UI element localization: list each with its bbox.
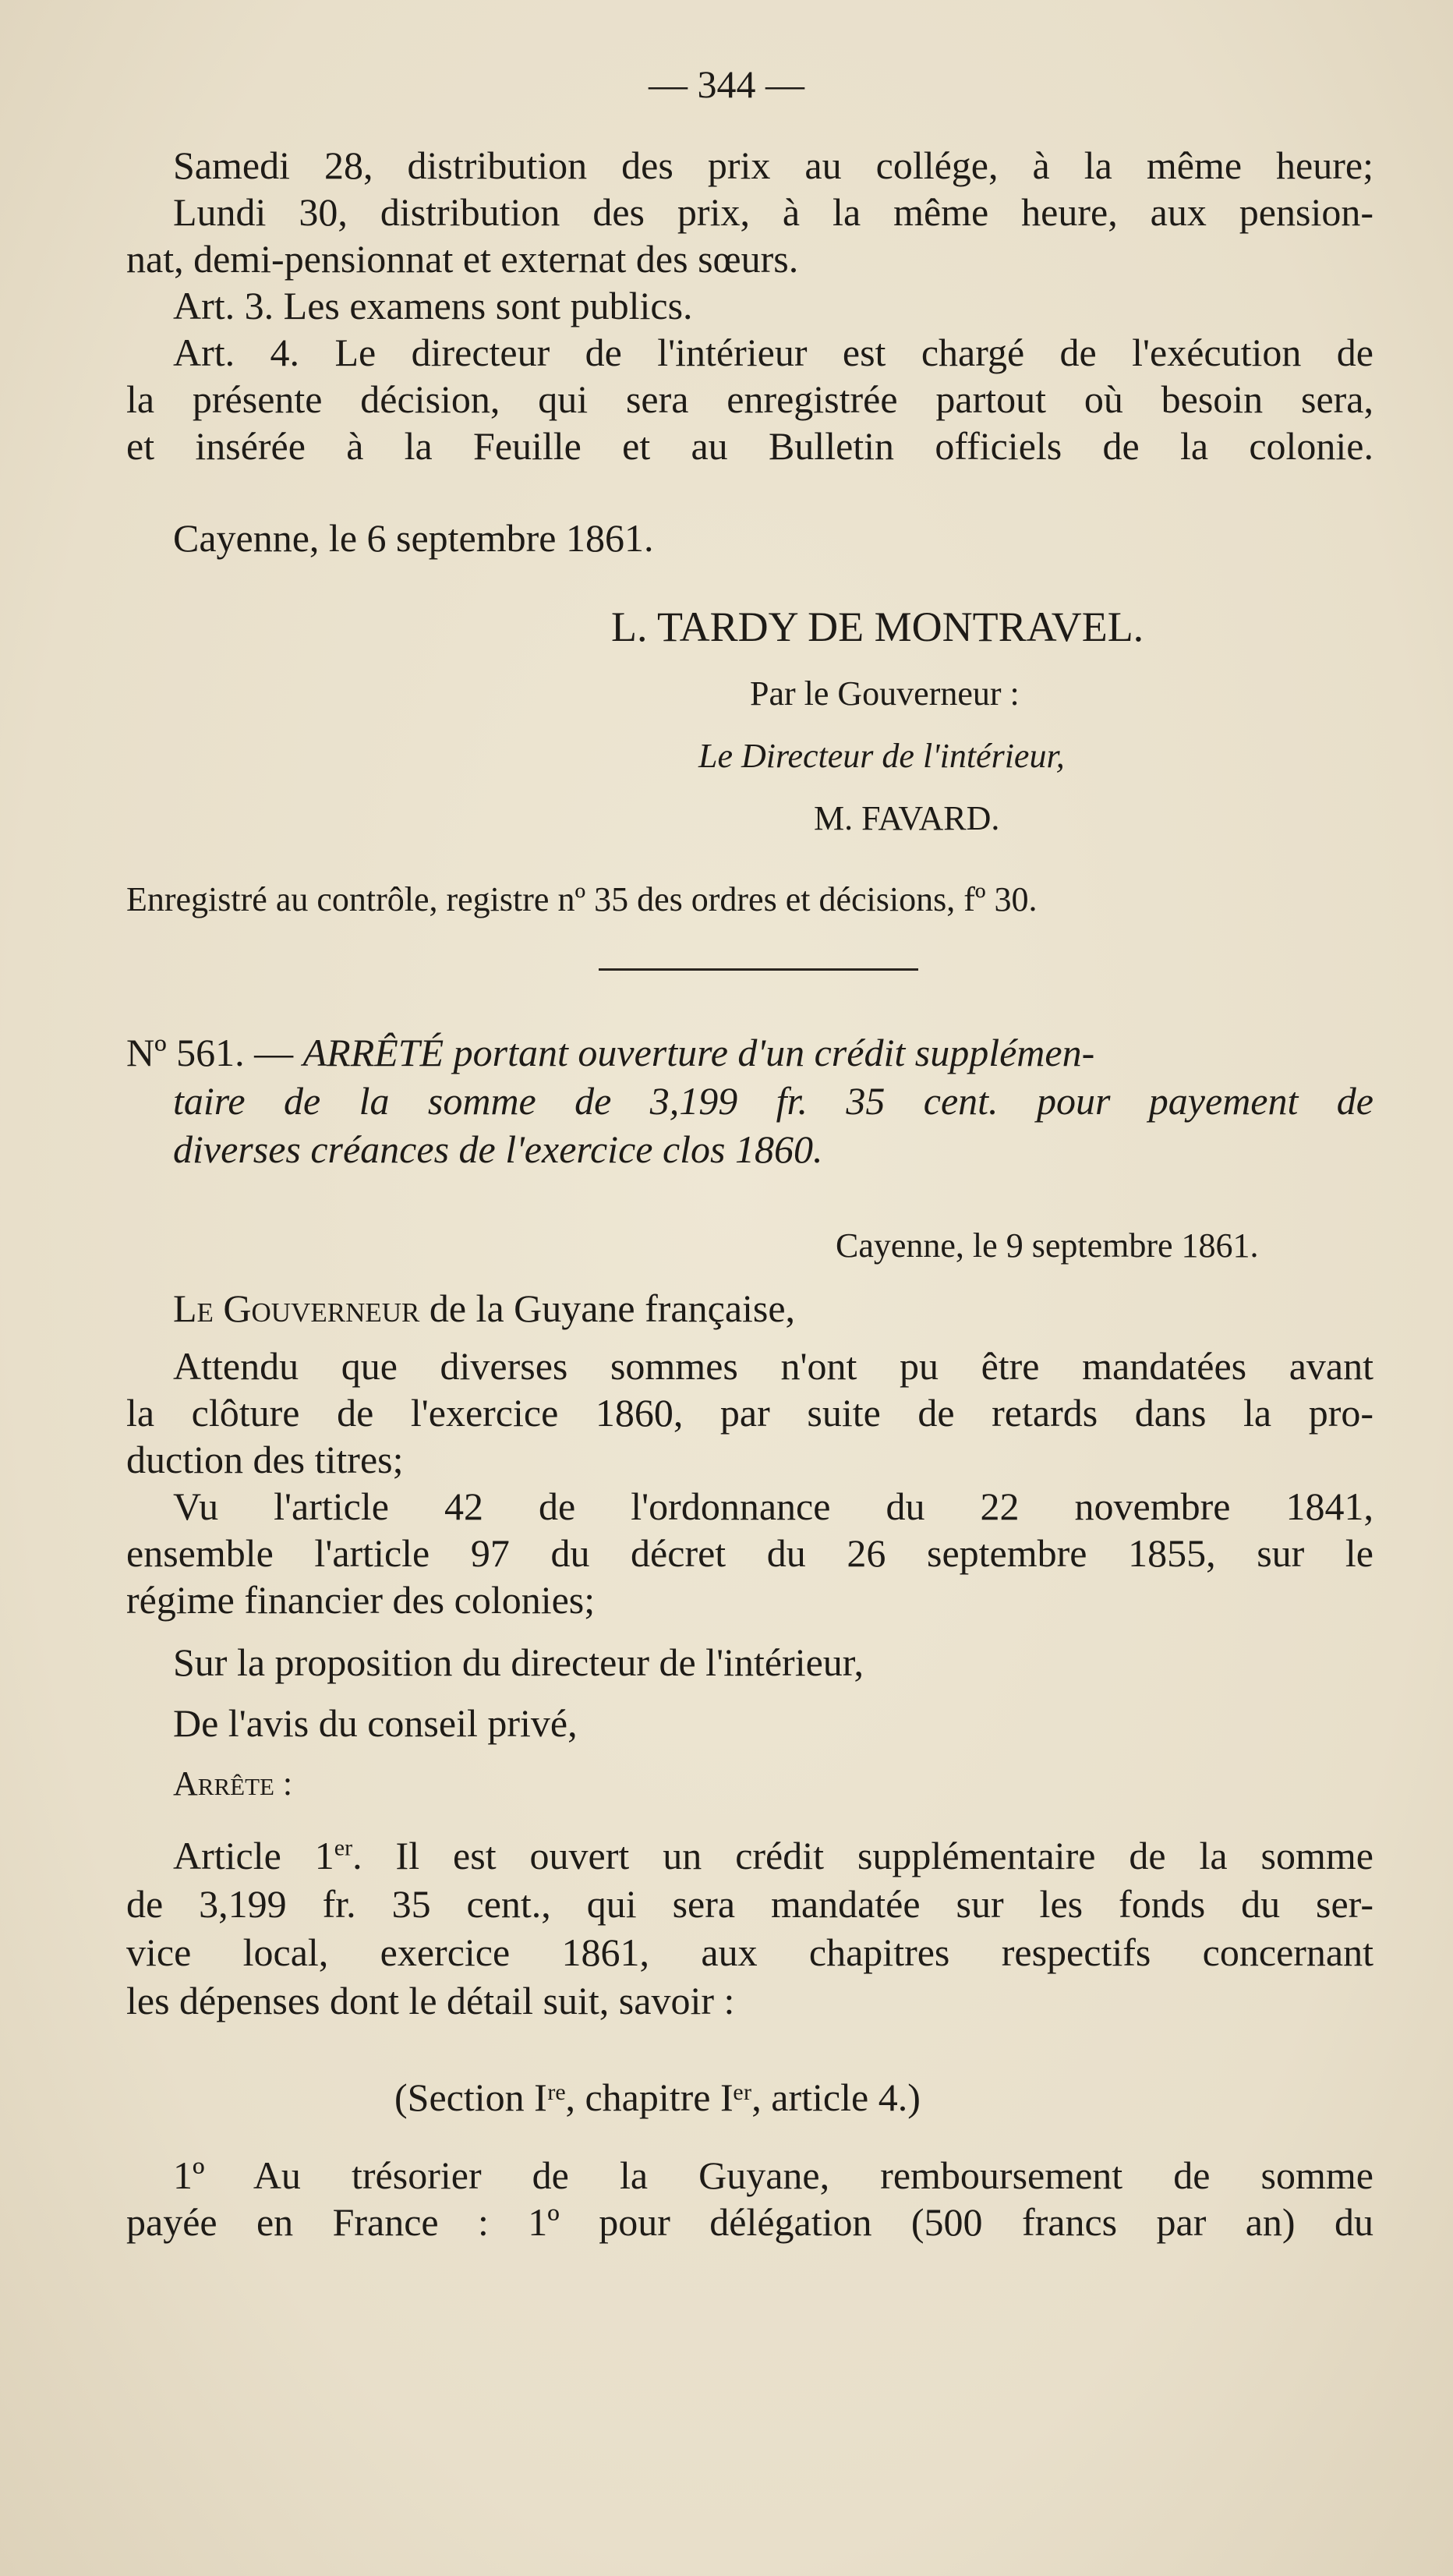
governor-label: Le Gouverneur: [173, 1286, 420, 1330]
page-number: — 344 —: [649, 62, 804, 106]
article-line: [173, 1832, 1373, 1879]
decree-title-text: ARRÊTÉ portant ouverture d'un crédit supplémen-: [302, 1031, 1095, 1074]
decree-date: Cayenne, le 9 septembre 1861.: [836, 1226, 1259, 1265]
text-line: Lundi 30, distribution des prix, à la même heure, aux pension-: [173, 190, 1373, 234]
text-line: Art. 3. Les examens sont publics.: [173, 284, 693, 327]
article-number: Article 1: [173, 1834, 334, 1877]
text-line: et insérée à la Feuille et au Bulletin officiels de la colonie.: [126, 424, 1373, 468]
section-divider: [599, 968, 918, 971]
governor-line: [173, 1285, 1373, 1332]
text-line: 1º Au trésorier de la Guyane, remboursement de somme: [173, 2153, 1373, 2197]
text-line: Samedi 28, distribution des prix au collége, à la même heure;: [173, 143, 1373, 187]
text-line: Sur la proposition du directeur de l'intérieur,: [173, 1640, 864, 1684]
text-line: la présente décision, qui sera enregistrée partout où besoin sera,: [126, 377, 1373, 421]
text-line: Art. 4. Le directeur de l'intérieur est chargé de l'exécution de: [173, 331, 1373, 374]
governor-text: de la Guyane française,: [419, 1286, 796, 1330]
decree-number: Nº 561. —: [126, 1031, 294, 1074]
director-title: Le Directeur de l'intérieur,: [698, 737, 1065, 775]
article-superscript: er: [334, 1835, 353, 1861]
signature: L. TARDY DE MONTRAVEL.: [611, 603, 1144, 650]
text-line: ensemble l'article 97 du décret du 26 septembre 1855, sur le: [126, 1531, 1373, 1575]
text-line: duction des titres;: [126, 1438, 404, 1481]
text-line: régime financier des colonies;: [126, 1578, 596, 1622]
text-line: de 3,199 fr. 35 cent., qui sera mandatée sur les fonds du ser-: [126, 1882, 1373, 1926]
decree-title-line: taire de la somme de 3,199 fr. 35 cent. pour payement de: [173, 1079, 1373, 1123]
text-line: De l'avis du conseil privé,: [173, 1701, 578, 1745]
decree-title-line: [126, 1029, 1373, 1076]
date-place: Cayenne, le 6 septembre 1861.: [173, 516, 654, 560]
registration-note: Enregistré au contrôle, registre nº 35 des ordres et décisions, fº 30.: [126, 880, 1038, 918]
text-line: Vu l'article 42 de l'ordonnance du 22 novembre 1841,: [173, 1484, 1373, 1528]
section-heading: (Section Iʳᵉ, chapitre Iᵉʳ, article 4.): [394, 2075, 921, 2119]
text-line: payée en France : 1º pour délégation (500 francs par an) du: [126, 2200, 1373, 2244]
text-line: les dépenses dont le détail suit, savoir :: [126, 1979, 735, 2022]
arrete-heading: Arrête :: [173, 1764, 293, 1803]
by-governor: Par le Gouverneur :: [750, 674, 1020, 713]
director-name: M. FAVARD.: [814, 799, 1000, 837]
text-line: nat, demi-pensionnat et externat des sœurs.: [126, 237, 799, 281]
article-text: . Il est ouvert un crédit supplémentaire de la somme: [352, 1834, 1373, 1877]
text-line: la clôture de l'exercice 1860, par suite de retards dans la pro-: [126, 1391, 1373, 1435]
text-line: vice local, exercice 1861, aux chapitres respectifs concernant: [126, 1930, 1373, 1974]
decree-title-line: diverses créances de l'exercice clos 1860.: [173, 1127, 823, 1171]
text-line: Attendu que diverses sommes n'ont pu être mandatées avant: [173, 1344, 1373, 1388]
